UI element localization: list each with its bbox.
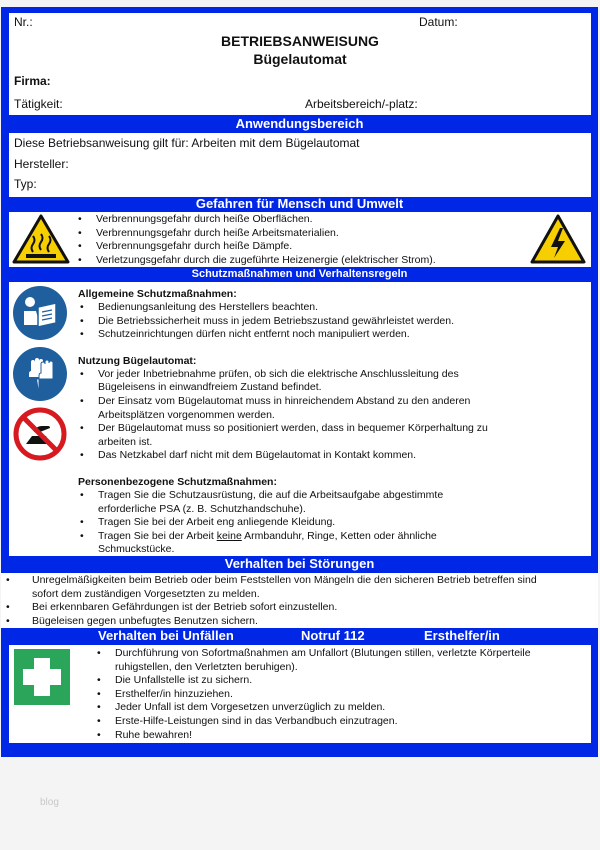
stoerungen-heading: Verhalten bei Störungen bbox=[224, 556, 375, 571]
list-item: • Verbrennungsgefahr durch heiße Dämpfe. bbox=[76, 240, 436, 254]
list-item bbox=[78, 422, 588, 449]
anwendungsbereich-heading: Anwendungsbereich bbox=[235, 116, 364, 131]
first-aid-icon bbox=[14, 649, 70, 710]
line-part: Tragen Sie bei der Arbeit bbox=[98, 529, 217, 542]
list-item bbox=[95, 729, 531, 743]
gefahren-box bbox=[9, 212, 591, 267]
do-not-touch-prohibition-icon bbox=[12, 406, 68, 467]
notruf-label: Notruf 112 bbox=[301, 628, 365, 643]
list-item bbox=[4, 574, 594, 601]
list-item: • Verbrennungsgefahr durch heiße Oberflächen. bbox=[76, 213, 436, 227]
gefahren-list bbox=[76, 213, 436, 267]
list-item bbox=[78, 368, 588, 395]
document-subtitle: Bügelautomat bbox=[253, 51, 347, 67]
document-title: BETRIEBSANWEISUNG bbox=[221, 33, 379, 49]
line: Bügeleisens in einwandfreiem Zustand befindet. bbox=[98, 381, 322, 394]
list-item: • Verbrennungsgefahr durch heiße Arbeitsmaterialien. bbox=[76, 227, 436, 241]
gilt-fuer-text: Diese Betriebsanweisung gilt für: Arbeiten mit dem Bügelautomat bbox=[14, 136, 360, 150]
list-item bbox=[78, 516, 588, 530]
line: Erste-Hilfe-Leistungen sind in das Verbandbuch einzutragen. bbox=[115, 714, 398, 727]
unfaelle-heading: Verhalten bei Unfällen bbox=[98, 628, 234, 643]
line: sofort dem zuständigen Vorgesetzten zu melden. bbox=[32, 587, 260, 600]
anwendungsbereich-box bbox=[9, 133, 591, 197]
line: Arbeitsplätzen vorgenommen werden. bbox=[98, 408, 275, 421]
datum-label: Datum: bbox=[419, 15, 458, 29]
line: Schmuckstücke. bbox=[98, 543, 175, 556]
list-item bbox=[4, 601, 594, 615]
line: Durchführung von Sofortmaßnahmen am Unfallort (Blutungen stillen, verletzte Körperteile bbox=[115, 647, 531, 659]
line: Ruhe bewahren! bbox=[115, 728, 193, 741]
nr-label: Nr.: bbox=[14, 15, 33, 29]
line: Das Netzkabel darf nicht mit dem Bügelautomat in Kontakt kommen. bbox=[98, 449, 417, 462]
list-item bbox=[95, 674, 531, 688]
wear-gloves-icon bbox=[12, 346, 68, 407]
person-title: Personenbezogene Schutzmaßnahmen: bbox=[78, 475, 277, 488]
taetigkeit-label: Tätigkeit: bbox=[14, 97, 63, 111]
line: Der Bügelautomat muss so positioniert werden, dass in bequemer Körperhaltung zu bbox=[98, 422, 488, 435]
allgemein-title: Allgemeine Schutzmaßnahmen: bbox=[78, 288, 237, 300]
list-item bbox=[95, 715, 531, 729]
list-item: • Schutzeinrichtungen dürfen nicht entfernt noch manipuliert werden. bbox=[78, 328, 588, 342]
header-box bbox=[9, 13, 591, 115]
allgemein-list bbox=[78, 301, 588, 342]
list-item: • Bedienungsanleitung des Herstellers beachten. bbox=[78, 301, 588, 315]
schutz-content bbox=[78, 287, 588, 557]
line: Tragen Sie bei der Arbeit eng anliegende Kleidung. bbox=[98, 516, 336, 529]
line: Tragen Sie die Schutzausrüstung, die auf die Arbeitsaufgabe abgestimmte bbox=[98, 488, 444, 501]
list-item bbox=[4, 615, 594, 629]
arbeitsbereich-label: Arbeitsbereich/-platz: bbox=[305, 97, 418, 111]
stoerungen-list bbox=[4, 574, 594, 628]
person-list bbox=[78, 489, 588, 557]
line: Bei erkennbaren Gefährdungen ist der Betrieb sofort einzustellen. bbox=[32, 601, 338, 614]
line: Die Unfallstelle ist zu sichern. bbox=[115, 674, 253, 687]
stoerungen-box bbox=[1, 573, 598, 628]
operating-instructions-sheet bbox=[1, 7, 598, 757]
list-item: • Verletzungsgefahr durch die zugeführte Heizenergie (elektrischer Strom). bbox=[76, 254, 436, 268]
list-item bbox=[78, 530, 588, 557]
line: Der Einsatz vom Bügelautomat muss in hinreichendem Abstand zu den anderen bbox=[98, 394, 471, 407]
gefahren-heading: Gefahren für Mensch und Umwelt bbox=[195, 196, 404, 211]
list-item bbox=[78, 489, 588, 516]
hot-surface-warning-icon bbox=[12, 214, 70, 269]
line: Unregelmäßigkeiten beim Betrieb oder beim Feststellen von Mängeln die den sicheren Betrieb betreffen sind bbox=[32, 574, 537, 586]
list-item bbox=[95, 701, 531, 715]
line: Ersthelfer/in hinzuziehen. bbox=[115, 687, 233, 700]
list-item bbox=[95, 647, 531, 674]
line: arbeiten ist. bbox=[98, 435, 153, 448]
list-item: • Die Betriebssicherheit muss in jedem Betriebszustand gewährleistet werden. bbox=[78, 315, 588, 329]
line: Jeder Unfall ist dem Vorgesetzen unverzüglich zu melden. bbox=[115, 701, 386, 714]
watermark-text: blog bbox=[40, 797, 59, 808]
line: Bügeleisen gegen unbefugtes Benutzen sichern. bbox=[32, 614, 258, 627]
list-item bbox=[95, 688, 531, 702]
line-part: Armbanduhr, Ringe, Ketten oder ähnliche bbox=[241, 529, 437, 542]
firma-label: Firma: bbox=[14, 74, 51, 88]
line: Vor jeder Inbetriebnahme prüfen, ob sich die elektrische Anschlussleitung des bbox=[98, 367, 459, 380]
underlined-word: keine bbox=[216, 529, 242, 542]
line: ruhigstellen, den Verletzten beruhigen). bbox=[115, 660, 298, 673]
typ-label: Typ: bbox=[14, 177, 37, 191]
unfaelle-box bbox=[9, 645, 591, 743]
hersteller-label: Hersteller: bbox=[14, 157, 69, 171]
list-item bbox=[78, 395, 588, 422]
schutz-box bbox=[9, 282, 591, 556]
ersthelfer-label: Ersthelfer/in bbox=[424, 628, 500, 643]
read-manual-icon bbox=[12, 285, 68, 346]
schutz-heading: Schutzmaßnahmen und Verhaltensregeln bbox=[191, 268, 408, 280]
nutzung-list bbox=[78, 368, 588, 463]
list-item bbox=[78, 449, 588, 463]
line: erforderliche PSA (z. B. Schutzhandschuhe). bbox=[98, 502, 306, 515]
nutzung-title: Nutzung Bügelautomat: bbox=[78, 354, 197, 367]
unfaelle-list bbox=[95, 647, 531, 742]
electricity-warning-icon bbox=[530, 214, 586, 269]
